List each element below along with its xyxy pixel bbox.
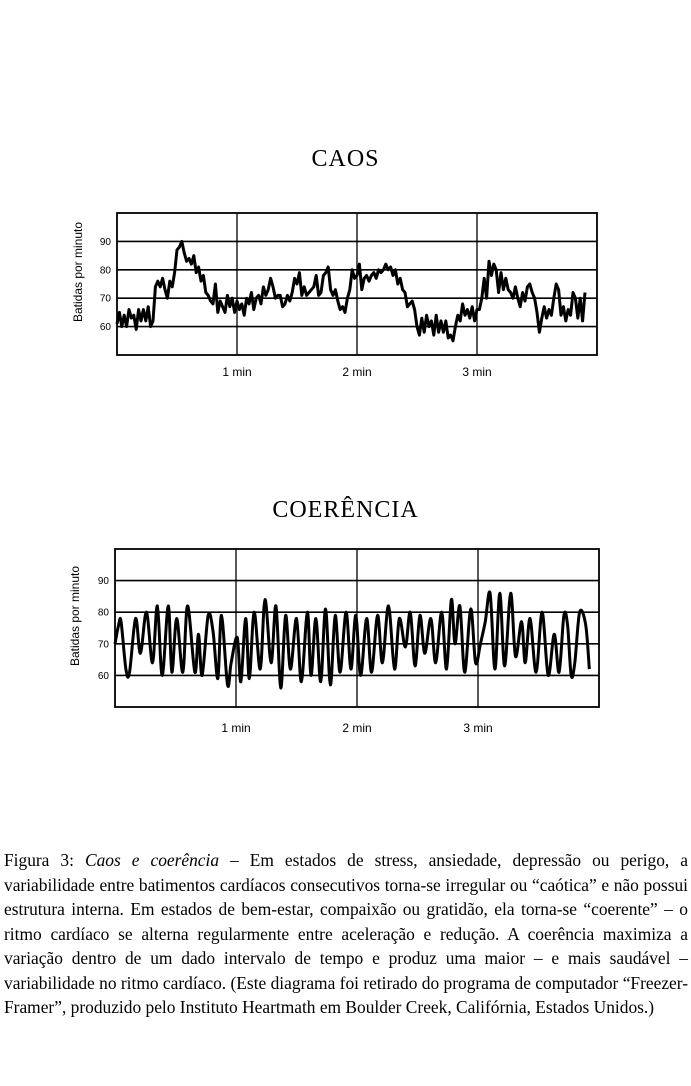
coherence-series-line — [115, 592, 589, 688]
coherence-xtick-label: 2 min — [342, 721, 372, 735]
coherence-ytick-label: 80 — [97, 607, 109, 619]
coherence-ytick-label: 60 — [97, 670, 109, 682]
chaos-xtick-label: 2 min — [342, 365, 372, 379]
coherence-chart — [0, 536, 691, 776]
chaos-chart-title: CAOS — [311, 146, 380, 172]
caption-lead: Figura 3: — [4, 850, 85, 870]
coherence-chart-title: COERÊNCIA — [272, 497, 419, 523]
coherence-xtick-label: 1 min — [221, 721, 251, 735]
coherence-y-axis-label: Batidas por minuto — [68, 565, 82, 667]
coherence-ytick-label: 90 — [97, 576, 109, 588]
caption-title: Caos e coerência — [84, 850, 220, 870]
chaos-ytick-label: 70 — [99, 293, 111, 305]
figure-caption — [4, 848, 688, 1020]
chaos-y-axis-label: Batidas por minuto — [71, 221, 85, 323]
chaos-ytick-label: 90 — [99, 236, 111, 248]
coherence-xtick-label: 3 min — [463, 721, 493, 735]
chaos-xtick-label: 1 min — [222, 365, 252, 379]
chaos-ytick-label: 60 — [99, 322, 111, 334]
coherence-ytick-label: 70 — [97, 639, 109, 651]
chaos-xtick-label: 3 min — [462, 365, 492, 379]
caption-body: – Em estados de stress, ansiedade, depressão ou perigo, a variabilidade entre batimentos cardíacos consecutivos torna-se irregular ou “caótica” e não possui estrutura interna. Em estados de bem-estar, compaixão ou gratidão, ela torna-se “coerente” – o ritmo cardíaco se alterna regularmente entre aceleração e redução. A coerência maximiza a variação dentro de um dado intervalo de tempo e produz uma maior – e mais saudável – variabilidade no ritmo cardíaco. (Este diagrama foi retirado do programa de computador “Freezer-Framer”, produzido pelo Instituto Heartmath em Boulder Creek, Califórnia, Estados Unidos.) — [4, 850, 688, 1017]
chaos-ytick-label: 80 — [99, 265, 111, 277]
chaos-chart — [0, 200, 691, 440]
